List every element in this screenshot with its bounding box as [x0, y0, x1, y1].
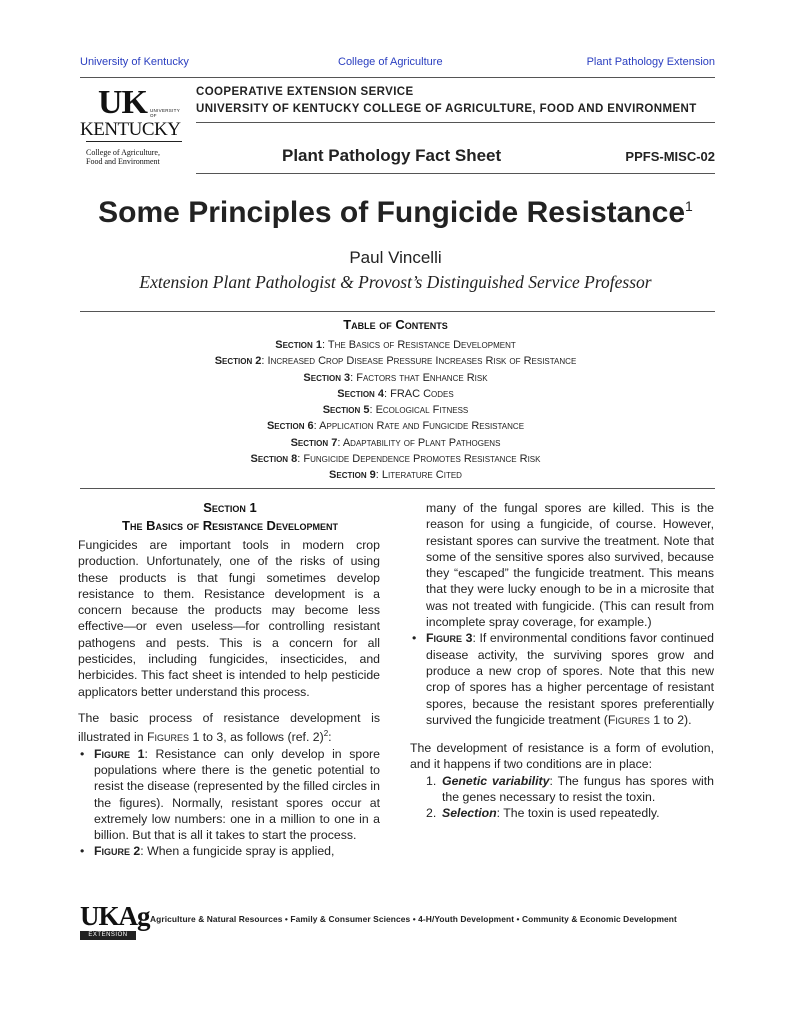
page-title: Some Principles of Fungicide Resistance$^1$ [98, 196, 693, 229]
service-line-1: COOPERATIVE EXTENSION SERVICE [196, 86, 414, 98]
toc-bottom-divider [80, 488, 715, 489]
evolution-paragraph: The development of resistance is a form of evolution, and it happens if two conditions are in place: [410, 741, 714, 772]
toc-item[interactable]: Section 2: Increased Crop Disease Pressure Increases Risk of Resistance [214, 355, 577, 368]
author-role: Extension Plant Pathologist & Provost’s Distinguished Service Professor [139, 272, 652, 292]
toc-item[interactable]: Section 4: FRAC Codes [337, 387, 454, 400]
figure-2-bullet: • Figure 2: When a fungicide spray is applied, [80, 844, 335, 859]
service-divider [196, 122, 715, 123]
footer-programs: Agriculture & Natural Resources • Family & Consumer Sciences • 4-H/Youth Development • Community & Economic Development [150, 914, 677, 924]
author-name: Paul Vincelli [349, 248, 442, 267]
toc-item[interactable]: Section 9: Literature Cited [329, 469, 462, 482]
intro-paragraph: Fungicides are important tools in modern crop production. Unfortunately, one of the risks of using these products is that fungi sometimes develop resistance to them. Resistance development is a concern because the products may become less effective—or even useless—for controlling resistant pathogens and pests. This is a concern for all pesticides, including fungicides, insecticides, and herbicides. This fact sheet is intended to help pesticide applicators better understand this process. [78, 538, 380, 699]
header-divider [80, 77, 715, 78]
process-paragraph: The basic process of resistance development is illustrated in Figures 1 to 3, as follows (ref. 2)$^2$: [78, 710, 380, 745]
toc-item[interactable]: Section 8: Fungicide Dependence Promotes Resistance Risk [250, 453, 541, 466]
toc-item[interactable]: Section 6: Application Rate and Fungicide Resistance [266, 420, 525, 433]
left-column [78, 537, 380, 860]
uk-logo: UK UNIVERSITY OF KENTUCKY College of Agriculture, Food and Environment [80, 84, 181, 166]
table-of-contents [0, 337, 791, 484]
publication-code: PPFS-MISC-02 [625, 149, 715, 164]
toc-item[interactable]: Section 7: Adaptability of Plant Pathogens [290, 436, 501, 449]
condition-item: 2. Selection: The toxin is used repeatedly. [426, 806, 660, 821]
top-links [80, 56, 715, 72]
toc-item[interactable]: Section 3: Factors that Enhance Risk [303, 371, 488, 384]
toc-top-divider [80, 311, 715, 312]
link-college[interactable]: College of Agriculture [338, 56, 443, 68]
section-1-heading: Section 1 [203, 500, 257, 515]
toc-item[interactable]: Section 1: The Basics of Resistance Development [275, 339, 516, 351]
figure-1-bullet: • Figure 1: Resistance can only develop in spore populations where there is the genetic potential to resist the disease (represented by the filled circles in the figures). Normally, resistant spores occur at extremely low numbers: one in a million to one in a billion. But that is all it takes to start the process. [80, 746, 380, 843]
section-1-subheading: The Basics of Resistance Development [122, 518, 338, 533]
condition-item: 1. Genetic variability: The fungus has spores with the genes necessary to resist the toxin. [426, 773, 714, 805]
link-university[interactable]: University of Kentucky [80, 56, 189, 68]
factsheet-divider [196, 173, 715, 174]
figure-3-bullet: • Figure 3: If environmental conditions favor continued disease activity, the surviving spores grow and produce a new crop of spores. Note that this new crop of spores has a higher percentage of resistant spores, because the resistant spores preferentially survived the fungicide treatment (Figures 1 to 2). [412, 631, 714, 727]
toc-item[interactable]: Section 5: Ecological Fitness [322, 404, 469, 417]
ukag-extension-logo: UKAg EXTENSION [80, 901, 150, 938]
toc-heading: Table of Contents [343, 317, 448, 332]
title-footnote: 1 [685, 198, 693, 214]
spray-continuation: many of the fungal spores are killed. This is the reason for using a fungicide, of course. However, resistant spores can survive the treatment. Note that some of the sensitive spores also survived, because they “escaped” the fungicide treatment. This means that they were lucky enough to be in a microsite that was not treated with fungicide. (This can result from incomplete spray coverage, for example.) [426, 501, 714, 630]
service-line-2: UNIVERSITY OF KENTUCKY COLLEGE OF AGRICULTURE, FOOD AND ENVIRONMENT [196, 103, 697, 115]
right-column [410, 500, 714, 822]
link-plant-pathology[interactable]: Plant Pathology Extension [586, 56, 715, 68]
fact-sheet-title: Plant Pathology Fact Sheet [282, 146, 502, 165]
